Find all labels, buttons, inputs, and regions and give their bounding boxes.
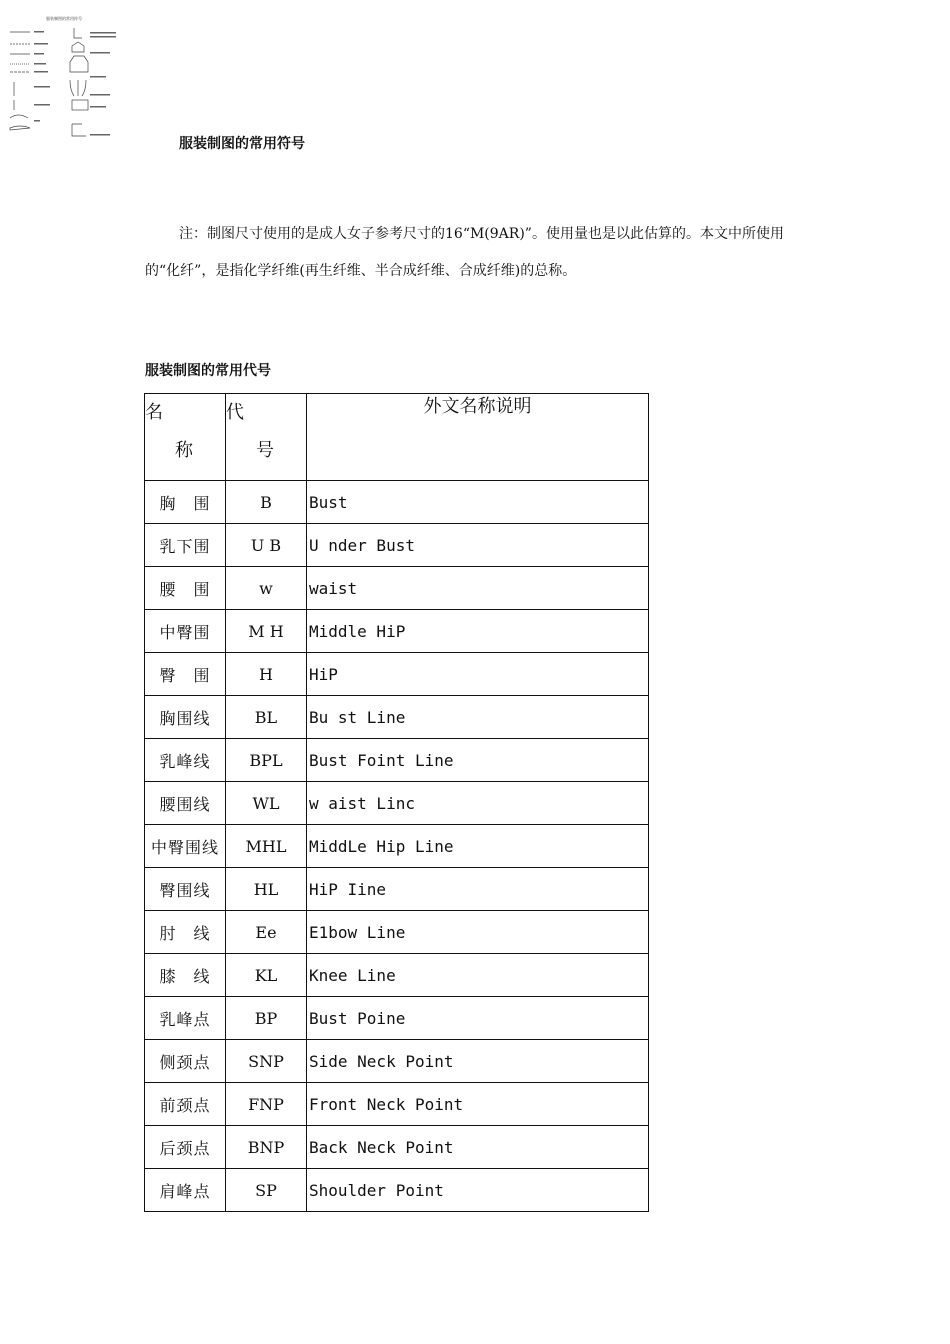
row-code: BPL: [226, 739, 307, 782]
row-name: 后颈点: [145, 1126, 226, 1169]
row-english: Side Neck Point: [307, 1040, 649, 1083]
row-name: 乳下围: [145, 524, 226, 567]
row-code: HL: [226, 868, 307, 911]
table-row: [145, 610, 649, 653]
table-row: [145, 1169, 649, 1212]
row-code: B: [226, 481, 307, 524]
table-row: [145, 825, 649, 868]
table-header-row: [145, 394, 649, 481]
header-code: [226, 394, 307, 481]
table-row: [145, 1126, 649, 1169]
row-name: 中臀围: [145, 610, 226, 653]
table-row: [145, 567, 649, 610]
symbols-section-title: 服装制图的常用符号: [179, 136, 305, 152]
row-name: 腰 围: [145, 567, 226, 610]
row-english: Knee Line: [307, 954, 649, 997]
row-english: Bu st Line: [307, 696, 649, 739]
table-row: [145, 739, 649, 782]
row-english: U nder Bust: [307, 524, 649, 567]
table-row: [145, 1083, 649, 1126]
row-code: BP: [226, 997, 307, 1040]
table-row: [145, 481, 649, 524]
row-name: 侧颈点: [145, 1040, 226, 1083]
row-name: 胸 围: [145, 481, 226, 524]
header-code-line1: 代: [226, 402, 244, 423]
row-code: H: [226, 653, 307, 696]
row-english: Shoulder Point: [307, 1169, 649, 1212]
row-name: 乳峰线: [145, 739, 226, 782]
row-name: 前颈点: [145, 1083, 226, 1126]
table-row: [145, 954, 649, 997]
table-row: [145, 911, 649, 954]
table-row: [145, 653, 649, 696]
codes-section-title: 服装制图的常用代号: [145, 363, 271, 379]
row-english: HiP Iine: [307, 868, 649, 911]
header-code-line2: 号: [256, 440, 274, 461]
note-paragraph: 注：制图尺寸使用的是成人女子参考尺寸的16“M(9AR)”。使用量也是以此估算的。本文中所使用的“化纤”，是指化学纤维(再生纤维、半合成纤维、合成纤维)的总称。: [145, 226, 784, 279]
row-name: 臀围线: [145, 868, 226, 911]
table-row: [145, 1040, 649, 1083]
row-code: Ee: [226, 911, 307, 954]
row-code: KL: [226, 954, 307, 997]
table-row: [145, 782, 649, 825]
thumbnail-title: 服装制图的常用符号: [46, 16, 82, 21]
table-row: [145, 868, 649, 911]
row-english: MiddLe Hip Line: [307, 825, 649, 868]
row-code: M H: [226, 610, 307, 653]
table-row: [145, 696, 649, 739]
row-code: SP: [226, 1169, 307, 1212]
row-english: Back Neck Point: [307, 1126, 649, 1169]
row-code: WL: [226, 782, 307, 825]
row-name: 膝 线: [145, 954, 226, 997]
row-name: 胸围线: [145, 696, 226, 739]
row-code: SNP: [226, 1040, 307, 1083]
row-english: w aist Linc: [307, 782, 649, 825]
row-english: HiP: [307, 653, 649, 696]
symbols-thumbnail-image: [8, 6, 120, 144]
header-name-line2: 称: [175, 440, 193, 461]
row-code: BL: [226, 696, 307, 739]
row-english: Bust: [307, 481, 649, 524]
row-english: Bust Poine: [307, 997, 649, 1040]
header-name-line1: 名: [145, 402, 163, 423]
row-code: MHL: [226, 825, 307, 868]
table-row: [145, 524, 649, 567]
row-code: w: [226, 567, 307, 610]
row-english: Middle HiP: [307, 610, 649, 653]
row-name: 臀 围: [145, 653, 226, 696]
row-name: 乳峰点: [145, 997, 226, 1040]
row-code: BNP: [226, 1126, 307, 1169]
row-english: E1bow Line: [307, 911, 649, 954]
table-row: [145, 997, 649, 1040]
row-code: U B: [226, 524, 307, 567]
codes-table: [144, 393, 649, 1212]
header-name: [145, 394, 226, 481]
row-name: 肘 线: [145, 911, 226, 954]
row-name: 中臀围线: [145, 825, 226, 868]
row-name: 腰围线: [145, 782, 226, 825]
header-english: 外文名称说明: [307, 394, 649, 481]
row-english: Front Neck Point: [307, 1083, 649, 1126]
row-english: Bust Foint Line: [307, 739, 649, 782]
row-english: waist: [307, 567, 649, 610]
row-name: 肩峰点: [145, 1169, 226, 1212]
symbols-sketch-icon: [8, 6, 120, 144]
row-code: FNP: [226, 1083, 307, 1126]
